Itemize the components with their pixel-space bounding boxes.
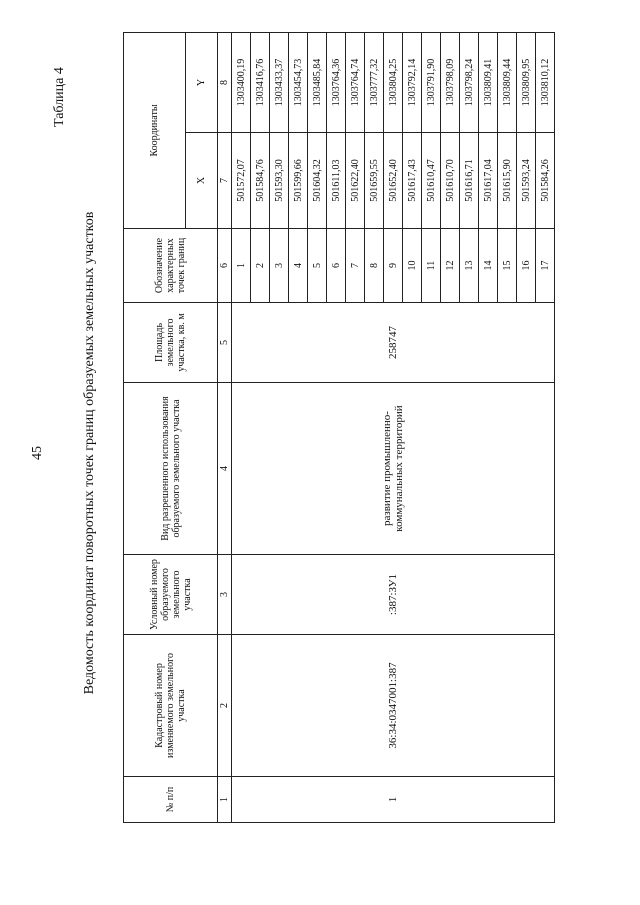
column-number: 7 [218,133,232,229]
column-number: 4 [218,383,232,555]
record-num: 1 [232,777,555,823]
table-label: Таблица 4 [52,67,67,127]
coord-x: 501659,55 [365,133,384,229]
document-title: Ведомость координат поворотных точек границ образуемых земельных участков [82,211,97,695]
table-body [232,32,555,822]
coord-x: 501617,43 [403,133,422,229]
coord-y: 1303798,24 [460,32,479,132]
coord-x: 501604,32 [308,133,327,229]
coord-y: 1303454,73 [289,32,308,132]
permitted-use: развитие промышленно-коммунальных территорий [232,383,555,555]
point-id: 1 [232,229,251,303]
coord-y: 1303764,74 [346,32,365,132]
header-y: Y [186,32,218,132]
header-x: X [186,133,218,229]
column-number: 1 [218,777,232,823]
coord-x: 501572,07 [232,133,251,229]
coord-y: 1303810,12 [536,32,555,132]
coord-x: 501616,71 [460,133,479,229]
point-id: 10 [403,229,422,303]
point-id: 14 [479,229,498,303]
column-number-row [218,32,232,822]
header-conditional: Условный номер образуемого земельного участка [124,555,218,635]
point-id: 11 [422,229,441,303]
coord-y: 1303809,41 [479,32,498,132]
coord-x: 501584,26 [536,133,555,229]
coord-y: 1303798,09 [441,32,460,132]
column-number: 6 [218,229,232,303]
header-points: Обозначение характерных точек границ [124,229,218,303]
coord-y: 1303804,25 [384,32,403,132]
coord-y: 1303777,32 [365,32,384,132]
coord-y: 1303792,14 [403,32,422,132]
coordinates-table [123,32,555,823]
coord-x: 501611,03 [327,133,346,229]
column-number: 3 [218,555,232,635]
land-area: 258747 [232,303,555,383]
page-number: 45 [30,446,45,460]
column-number: 2 [218,635,232,777]
header-use: Вид разрешенного использования образуемого земельного участка [124,383,218,555]
coord-x: 501610,70 [441,133,460,229]
coord-x: 501584,76 [251,133,270,229]
coord-y: 1303433,37 [270,32,289,132]
coord-x: 501652,40 [384,133,403,229]
header-row [124,32,186,822]
coord-x: 501615,90 [498,133,517,229]
coord-x: 501622,40 [346,133,365,229]
coord-y: 1303764,36 [327,32,346,132]
coord-x: 501593,24 [517,133,536,229]
cadastral-number: 36:34:0347001:387 [232,635,555,777]
point-id: 4 [289,229,308,303]
coord-x: 501617,04 [479,133,498,229]
conditional-number: :387:ЗУ1 [232,555,555,635]
header-coords: Координаты [124,32,186,228]
point-id: 17 [536,229,555,303]
table-row [232,32,251,822]
point-id: 5 [308,229,327,303]
coord-x: 501610,47 [422,133,441,229]
point-id: 2 [251,229,270,303]
column-number: 5 [218,303,232,383]
point-id: 9 [384,229,403,303]
point-id: 7 [346,229,365,303]
coord-y: 1303485,84 [308,32,327,132]
coord-y: 1303416,76 [251,32,270,132]
header-num: № п/п [124,777,218,823]
coord-y: 1303791,90 [422,32,441,132]
coord-y: 1303809,44 [498,32,517,132]
point-id: 16 [517,229,536,303]
point-id: 12 [441,229,460,303]
point-id: 13 [460,229,479,303]
point-id: 8 [365,229,384,303]
column-number: 8 [218,32,232,132]
coord-y: 1303400,19 [232,32,251,132]
point-id: 15 [498,229,517,303]
coord-x: 501593,30 [270,133,289,229]
coord-y: 1303809,95 [517,32,536,132]
point-id: 3 [270,229,289,303]
header-cadastral: Кадастровый номер изменяемого земельного участка [124,635,218,777]
point-id: 6 [327,229,346,303]
header-area: Площадь земельного участка, кв. м [124,303,218,383]
coord-x: 501599,66 [289,133,308,229]
